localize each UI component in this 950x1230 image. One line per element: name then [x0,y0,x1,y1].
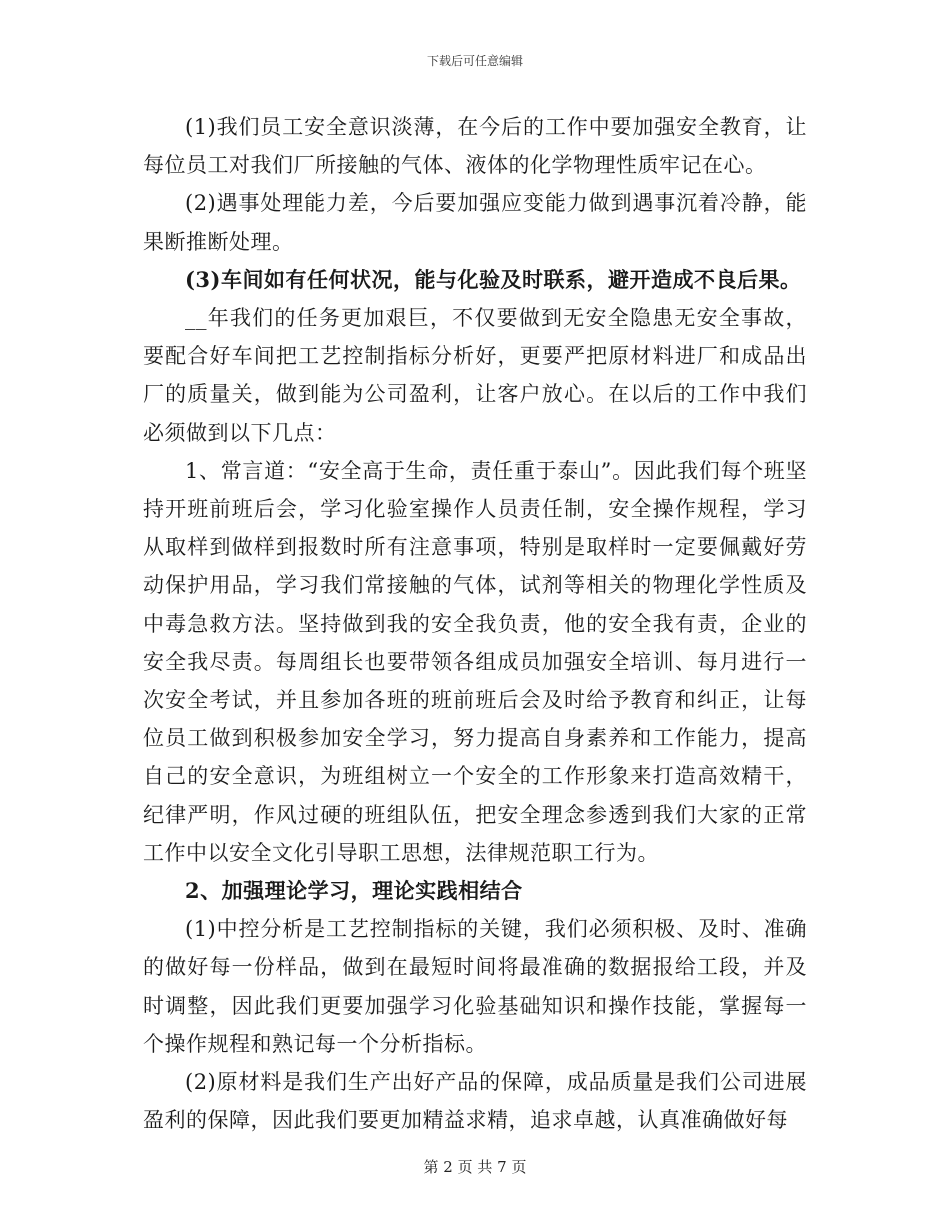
page-header: 下载后可任意编辑 [426,54,523,68]
section-heading-2: 2、加强理论学习，理论实践相结合 [185,878,523,904]
paragraph-4: __年我们的任务更加艰巨，不仅要做到无安全隐患无安全事故，要配合好车间把工艺控制指标分析好，更要严把原材料进厂和成品出厂的质量关，做到能为公司盈利，让客户放心。在以后的工作中我们必须做到以下几点： [143,306,807,445]
document-body [143,108,807,1139]
paragraph-6: (1)中控分析是工艺控制指标的关键，我们必须积极、及时、准确的做好每一份样品，做到在最短时间将最准确的数据报给工段，并及时调整，因此我们更要加强学习化验基础知识和操作技能，掌握每一个操作规程和熟记每一个分析指标。 [143,917,807,1056]
paragraph-3-bold: (3)车间如有任何状况，能与化验及时联系，避开造成不良后果。 [185,266,802,292]
paragraph-5: 1、常言道：“安全高于生命，责任重于泰山”。因此我们每个班坚持开班前班后会，学习化验室操作人员责任制，安全操作规程，学习从取样到做样到报数时所有注意事项，特别是取样时一定要佩戴好劳动保护用品，学习我们常接触的气体，试剂等相关的物理化学性质及中毒急救方法。坚持做到我的安全我负责，他的安全我有责，企业的安全我尽责。每周组长也要带领各组成员加强安全培训、每月进行一次安全考试，并且参加各班的班前班后会及时给予教育和纠正，让每位员工做到积极参加安全学习，努力提高自身素养和工作能力，提高自己的安全意识，为班组树立一个安全的工作形象来打造高效精干，纪律严明，作风过硬的班组队伍，把安全理念参透到我们大家的正常工作中以安全文化引导职工思想，法律规范职工行为。 [143,458,807,865]
page-number-footer: 第 2 页 共 7 页 [423,1158,527,1176]
paragraph-7: (2)原材料是我们生产出好产品的保障，成品质量是我们公司进展盈利的保障，因此我们要更加精益求精，追求卓越，认真准确做好每 [143,1070,807,1133]
paragraph-2: (2)遇事处理能力差，今后要加强应变能力做到遇事沉着冷静，能果断推断处理。 [143,191,807,254]
paragraph-1: (1)我们员工安全意识淡薄，在今后的工作中要加强安全教育，让每位员工对我们厂所接触的气体、液体的化学物理性质牢记在心。 [143,115,807,178]
